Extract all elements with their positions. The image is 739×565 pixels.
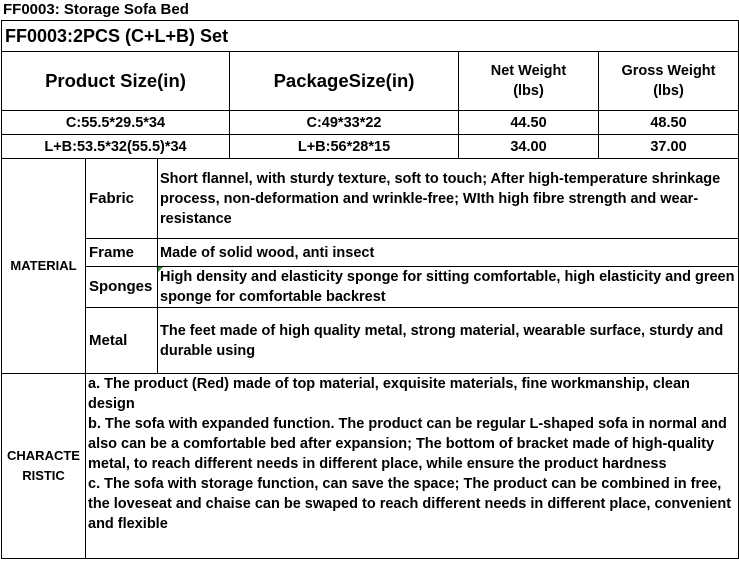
- characteristic-point: b. The sofa with expanded function. The product can be regular L-shaped sofa in normal and also can be a comfortable bed after expansion; The bottom of bracket made of high-quality metal, to reach different needs in different place, while ensure the product hardness: [88, 416, 727, 472]
- characteristic-label-line: RISTIC: [22, 468, 65, 483]
- header-gross-weight-label: Gross Weight: [621, 63, 716, 79]
- net-weight-cell: 44.50: [459, 111, 599, 135]
- material-row-sponges: [2, 267, 739, 308]
- header-net-weight-label: Net Weight: [490, 63, 567, 79]
- product-size-cell: C:55.5*29.5*34: [2, 111, 230, 135]
- table-row: [2, 111, 739, 135]
- header-net-weight-unit: (lbs): [513, 83, 544, 99]
- document-title: FF0003: Storage Sofa Bed: [3, 1, 189, 18]
- net-weight-cell: 34.00: [459, 135, 599, 159]
- set-title: FF0003:2PCS (C+L+B) Set: [2, 21, 739, 52]
- package-size-cell: L+B:56*28*15: [230, 135, 459, 159]
- material-row-fabric: [2, 159, 739, 239]
- material-row-metal: [2, 308, 739, 374]
- characteristic-point: a. The product (Red) made of top material, exquisite materials, fine workmanship, clean design: [88, 376, 690, 412]
- characteristic-row: [2, 374, 739, 559]
- table-row: [2, 135, 739, 159]
- header-package-size: PackageSize(in): [230, 52, 459, 111]
- material-name: Metal: [86, 308, 158, 374]
- characteristic-label-line: CHARACTE: [7, 448, 80, 463]
- material-name: Fabric: [86, 159, 158, 239]
- characteristic-label: [2, 374, 86, 559]
- set-title-row: [2, 21, 739, 52]
- characteristic-description: [86, 374, 739, 559]
- material-name: Sponges: [86, 267, 158, 308]
- package-size-cell: C:49*33*22: [230, 111, 459, 135]
- spec-table: [1, 20, 739, 559]
- header-gross-weight-unit: (lbs): [653, 83, 684, 99]
- product-size-cell: L+B:53.5*32(55.5)*34: [2, 135, 230, 159]
- gross-weight-cell: 48.50: [599, 111, 739, 135]
- material-row-frame: [2, 239, 739, 267]
- material-description: Short flannel, with sturdy texture, soft to touch; After high-temperature shrinkage process, non-deformation and wrinkle-free; WIth high fibre strength and wear-resistance: [158, 159, 739, 239]
- gross-weight-cell: 37.00: [599, 135, 739, 159]
- header-gross-weight: [599, 52, 739, 111]
- header-row: [2, 52, 739, 111]
- material-description: The feet made of high quality metal, strong material, wearable surface, sturdy and durable using: [158, 308, 739, 374]
- material-description: Made of solid wood, anti insect: [158, 239, 739, 267]
- header-net-weight: [459, 52, 599, 111]
- characteristic-point: c. The sofa with storage function, can save the space; The product can be combined in free, the loveseat and chaise can be swaped to reach different needs in different place, convenient and flexible: [88, 476, 732, 532]
- material-description: High density and elasticity sponge for sitting comfortable, high elasticity and green sponge for comfortable backrest: [158, 267, 739, 308]
- header-product-size: Product Size(in): [2, 52, 230, 111]
- material-label: MATERIAL: [2, 159, 86, 374]
- material-name: Frame: [86, 239, 158, 267]
